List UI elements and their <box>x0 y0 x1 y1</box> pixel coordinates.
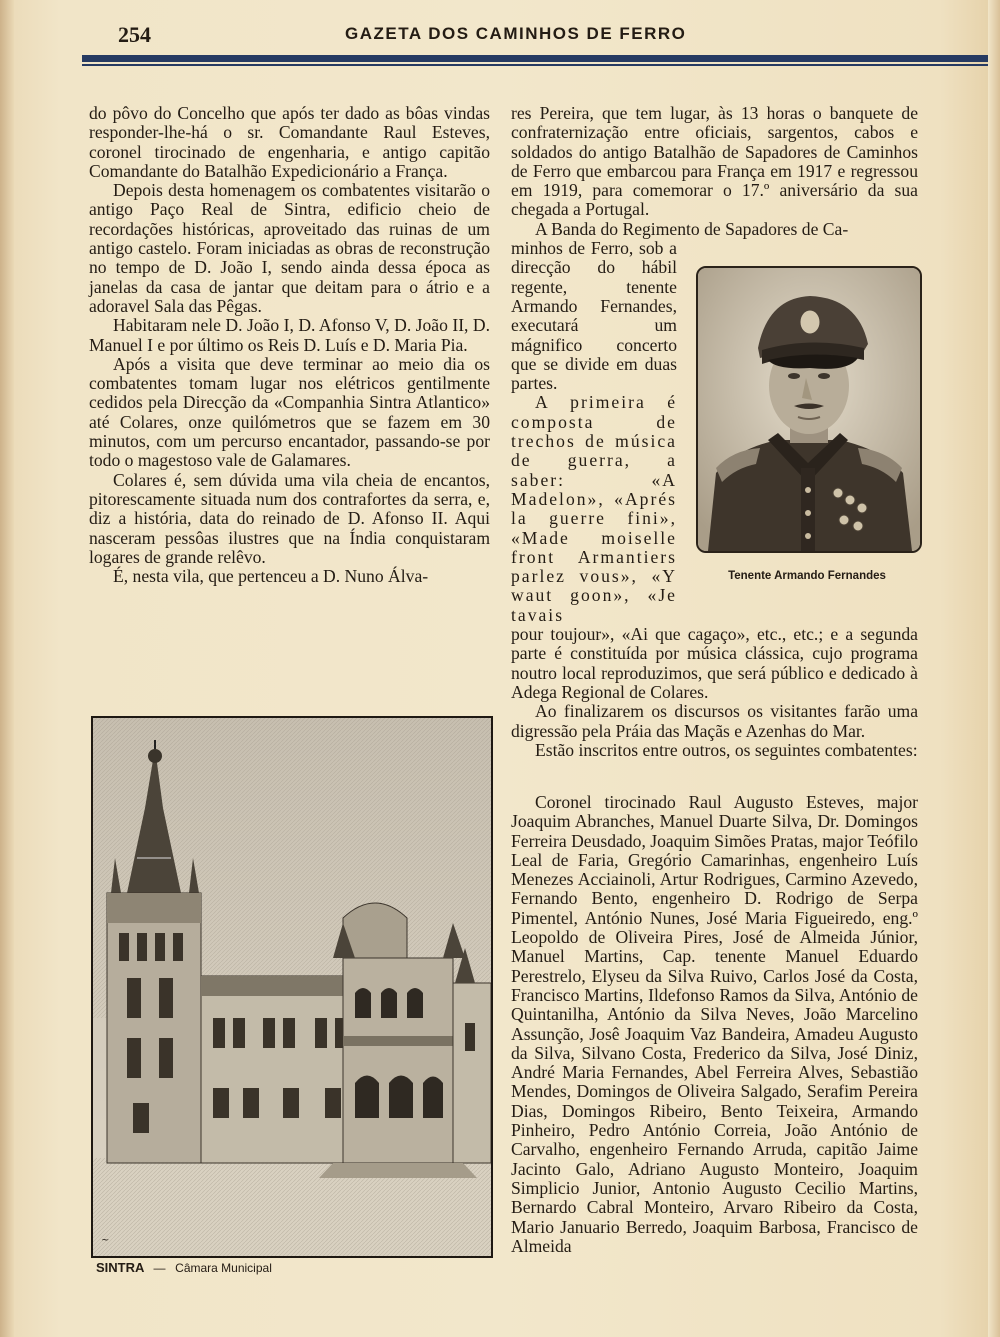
header-rule-thick <box>82 55 988 62</box>
paragraph: minhos de Ferro, sob a direcção do hábil regente, tenente Armando Fernandes, executará um mágnifico concerto que se divide em duas partes. <box>511 239 677 394</box>
paragraph: Após a visita que deve terminar ao meio dia os combatentes tomam lugar nos elétricos gentilmente cedidos pela Direcção da «Companhia Sintra Atlantico» até Colares, onze quilómetros que se fazem em 30 minutos, com um percurso encantador, passando-se por todo o magestoso vale de Galamares. <box>89 353 490 471</box>
paragraph: Colares é, sem dúvida uma vila cheia de encantos, pitorescamente situada num dos contrafortes da serra, e, diz a história, data do reinado de D. Afonso II. Aqui nasceram pessôas ilustres que na Índia conquistaram logares de grande relêvo. <box>89 469 490 567</box>
left-column <box>89 104 490 586</box>
publication-title: GAZETA DOS CAMINHOS DE FERRO <box>345 24 687 43</box>
engraver-signature-mark: ~ <box>101 1235 110 1246</box>
paragraph: A primeira é composta de trechos de música de guerra, a saber: «A Madelon», «Aprés la guerre fini», «Made moiselle front Armantiers parlez vous», «Y waut goon», «Je tavais <box>511 392 677 625</box>
combatants-list: Coronel tirocinado Raul Augusto Esteves, major Joaquim Abranches, Manuel Duarte Silva, Dr. Domingos Ferreira Deusdado, Joaquim Simões Pratas, major Teófilo Leal de Faria, Gregório Camarinhas, engenheiro Luís Menezes Acciainoli, Artur Rodrigues, Carmino Azevedo, Fernando Bento, engenheiro D. Rodrigo de Serpa Pimentel, António Nunes, José Maria Figueiredo, eng.º Leopoldo de Oliveira Pires, José de Almeida Júnior, Manuel Martins, Cap. tenente Manuel Eduardo Perestrelo, Elyseu da Silva Ruivo, Carlos José da Costa, Francisco Martins, Ildefonso Ramos da Silva, António de Quintanilha, António da Silva Neves, João Marcelino Assunção, Josê Joaquim Vaz Bandeira, Amadeu Augusto da Silva, Silvano Costa, Frederico da Silva, José Diniz, André Maria Fernandes, Abel Ferreira Alves, Sebastião Mendes, Domingos de Oliveira Salgado, Serafim Pereira Dias, Domingos Ribeiro, Bento Teixeira, Armando Pinheiro, Pedro António Correia, João António de Carvalho, engenheiro Fernando Arruda, capitão Jaime Jacinto Galo, Adriano Augusto Monteiro, Joaquim Simplicio Junior, Antonio Augusto Cecilio Martins, Bernardo Cabral Monteiro, Arvaro Ribeiro da Costa, Mario Januario Berredo, Joaquim Barbosa, Francisco de Almeida <box>511 792 918 1256</box>
page-number: 254 <box>118 22 151 47</box>
sintra-caption-separator: — <box>153 1261 166 1275</box>
paragraph: A Banda do Regimento de Sapadores de Ca- <box>535 218 849 239</box>
sintra-caption <box>96 1260 476 1275</box>
page-edge-left <box>0 0 14 1337</box>
paragraph: res Pereira, que tem lugar, às 13 horas o banquete de confraternização entre oficiais, sargentos, cabos e soldados do antigo Batalhão de Sapadores de Caminhos de Ferro que embarcou para França em 1917 e regressou em 1919, para comemorar o 17.º aniversário da sua chegada a Portugal. <box>511 103 918 220</box>
paragraph: do pôvo do Concelho que após ter dado as bôas vindas responder-lhe-há o sr. Comandante Raul Esteves, coronel tirocinado de engenharia, e antigo capitão Comandante do Batalhão Expedicionário a França. <box>89 103 490 181</box>
paragraph: Habitaram nele D. João I, D. Afonso V, D. João II, D. Manuel I e por último os Reis D. Luís e D. Maria Pia. <box>89 315 490 355</box>
sintra-caption-subtitle: Câmara Municipal <box>175 1261 272 1275</box>
paragraph: Ao finalizarem os discursos os visitantes farão uma digressão pela Práia das Maçãs e Azenhas do Mar. <box>511 701 918 741</box>
sintra-town-hall-illustration <box>91 716 493 1258</box>
paragraph: Estão inscritos entre outros, os seguintes combatentes: <box>535 739 918 760</box>
header-rule-thin <box>82 64 988 66</box>
portrait-photo <box>696 266 922 553</box>
officer-portrait-image <box>698 268 920 551</box>
portrait-caption: Tenente Armando Fernandes <box>728 570 886 582</box>
sintra-caption-title: SINTRA <box>96 1260 144 1275</box>
town-hall-drawing <box>93 718 491 1256</box>
paragraph: É, nesta vila, que pertenceu a D. Nuno Álva- <box>113 566 429 587</box>
paragraph: pour toujour», «Ai que cagaço», etc., etc.; e a segunda parte é constituída por música clássica, cujo programa noutro local reproduzimos, que será público e dedicado à Adega Regional de Colares. <box>511 624 918 702</box>
page-edge-right <box>988 0 1000 1337</box>
paragraph: Depois desta homenagem os combatentes visitarão o antigo Paço Real de Sintra, edificio cheio de recordações históricas, aproveitado das ruinas de um antigo castelo. Foram iniciadas as obras de reconstrução no tempo de D. João I, sendo ainda dessa época as janelas da casa de jantar que deitam para o átrio e a adoravel Sala das Pêgas. <box>89 180 490 316</box>
